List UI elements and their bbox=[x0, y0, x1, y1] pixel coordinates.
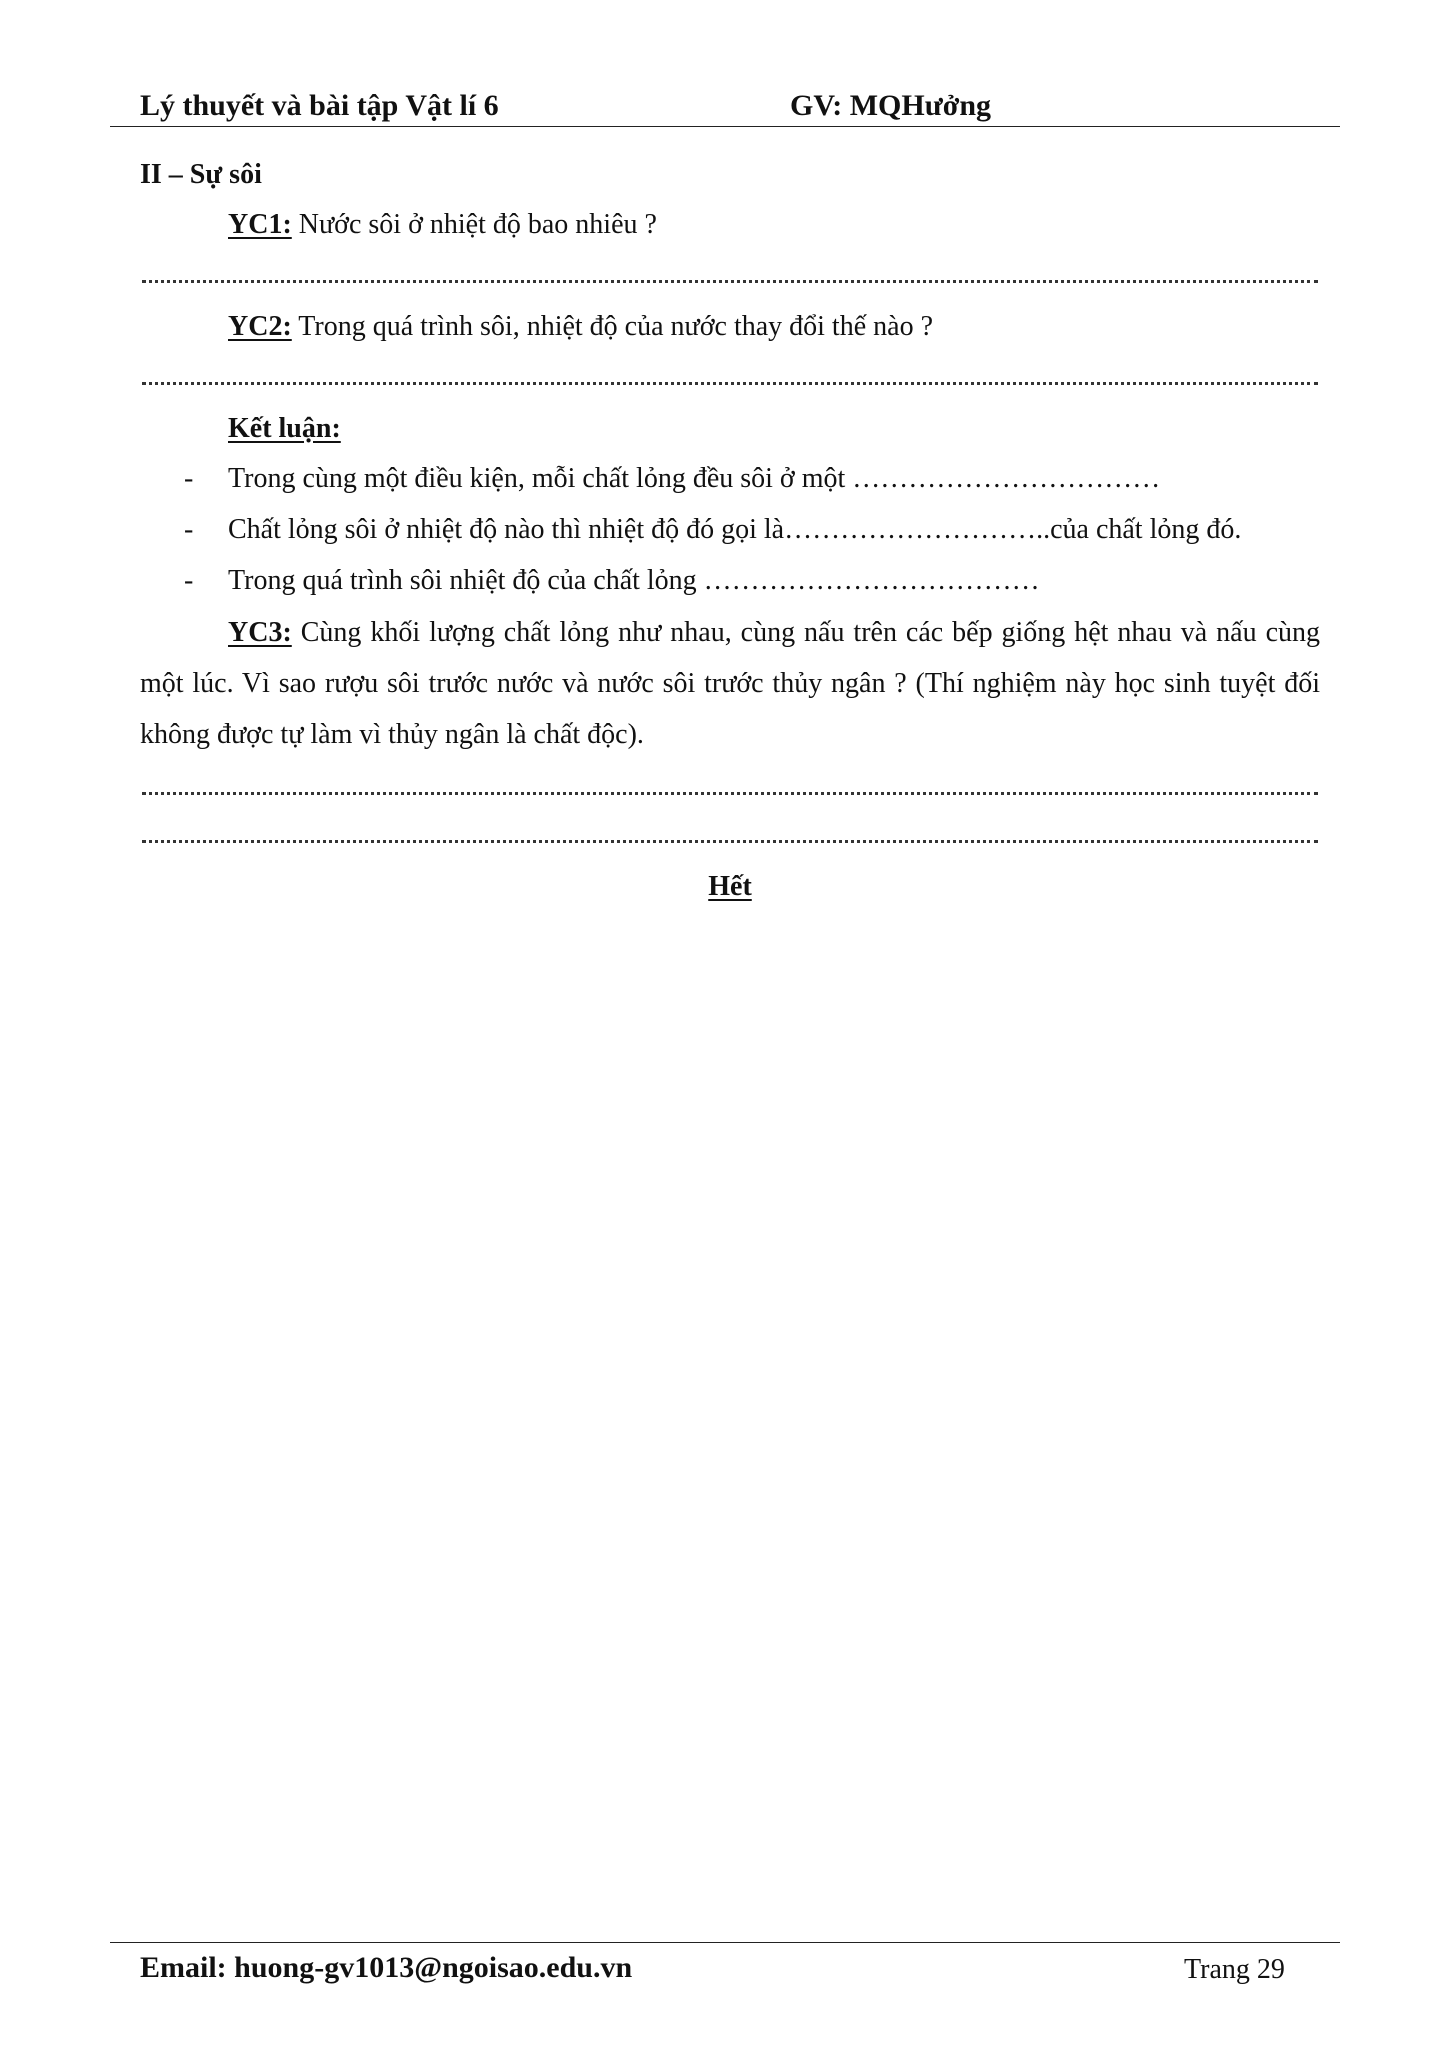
answer-line-yc1 bbox=[142, 280, 1318, 283]
footer-divider bbox=[110, 1942, 1340, 1943]
question-yc3 bbox=[140, 607, 1320, 760]
bullet-dash: - bbox=[184, 565, 194, 596]
yc3-text: Cùng khối lượng chất lỏng như nhau, cùng nấu trên các bếp giống hệt nhau và nấu cùng một lúc. Vì sao rượu sôi trước nước và nước sôi trước thủy ngân ? (Thí nghiệm này học sinh tuyệt đối không được tự làm vì thủy ngân là chất độc). bbox=[140, 617, 1320, 750]
bullet-dash: - bbox=[184, 463, 194, 494]
end-marker: Hết bbox=[708, 871, 752, 902]
teacher-name: GV: MQHưởng bbox=[790, 89, 992, 122]
answer-line-yc3 bbox=[142, 840, 1318, 843]
page-number: Trang 29 bbox=[1184, 1954, 1285, 1985]
document-title: Lý thuyết và bài tập Vật lí 6 bbox=[140, 89, 499, 122]
yc1-label: YC1: bbox=[228, 209, 292, 240]
yc1-text: Nước sôi ở nhiệt độ bao nhiêu ? bbox=[291, 209, 657, 240]
conclusion-item-text: Trong cùng một điều kiện, mỗi chất lỏng đều sôi ở một …………………………… bbox=[228, 463, 1161, 494]
answer-line-yc2 bbox=[142, 382, 1318, 385]
yc2-text: Trong quá trình sôi, nhiệt độ của nước thay đổi thế nào ? bbox=[291, 311, 933, 342]
yc3-label: YC3: bbox=[228, 617, 292, 648]
bullet-dash: - bbox=[184, 514, 194, 545]
header-divider bbox=[110, 126, 1340, 127]
answer-line-yc3 bbox=[142, 792, 1318, 795]
conclusion-item-text: Chất lỏng sôi ở nhiệt độ nào thì nhiệt độ đó gọi là………………………..của chất lỏng đó. bbox=[228, 514, 1242, 545]
footer-email: Email: huong-gv1013@ngoisao.edu.vn bbox=[140, 1951, 633, 1984]
conclusion-item-text: Trong quá trình sôi nhiệt độ của chất lỏng ……………………………… bbox=[228, 565, 1040, 596]
yc2-label: YC2: bbox=[228, 311, 292, 342]
question-yc1 bbox=[228, 206, 657, 244]
question-yc2 bbox=[228, 308, 933, 346]
section-heading: II – Sự sôi bbox=[140, 159, 262, 190]
conclusion-heading: Kết luận: bbox=[228, 413, 341, 444]
